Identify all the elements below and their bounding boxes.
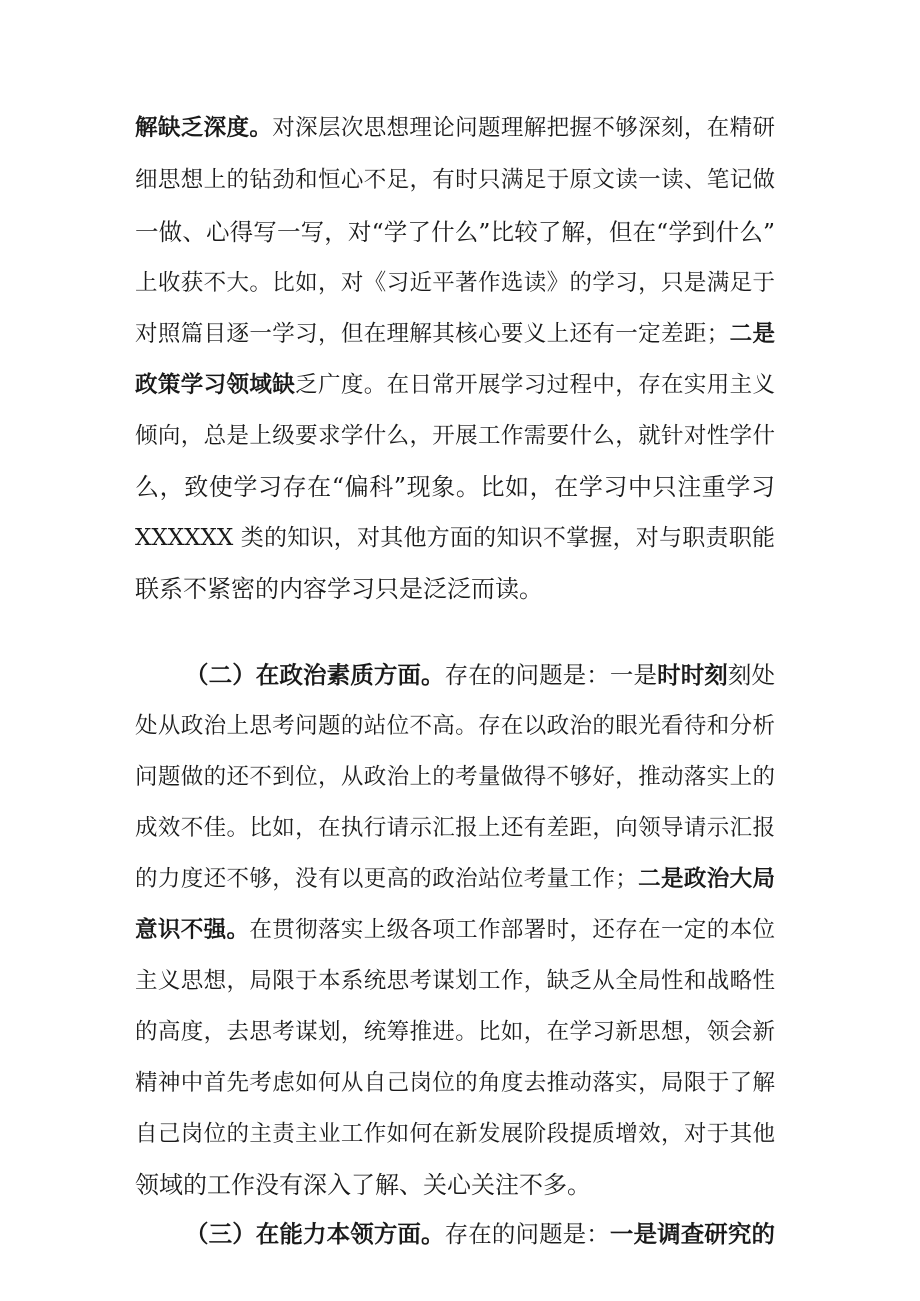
- text-line: [135, 808, 775, 848]
- bold-run: 政策学习领域缺: [135, 372, 296, 398]
- text-run: 乏广度。在日常开展学习过程中，存在实用主义: [295, 372, 775, 398]
- text-run: XXXXXX 类的知识，对其他方面的知识不掌握，对与职责职能: [135, 525, 775, 551]
- section-heading: （二）在政治素质方面。: [185, 661, 445, 689]
- text-run: 的力度还不够，没有以更高的政治站位考量工作；: [135, 866, 638, 892]
- bold-run: 时时刻: [657, 661, 728, 689]
- text-line: [135, 160, 775, 200]
- text-run: 对深层次思想理论问题理解把握不够深刻，在精研: [272, 115, 775, 141]
- bold-run: 二是政治大局: [637, 866, 775, 892]
- text-run: 存在的问题是：一是: [444, 661, 658, 689]
- bold-run: 意识不强。: [135, 917, 250, 943]
- text-line: [135, 212, 775, 252]
- text-run: 领域的工作没有深入了解、关心关注不多。: [135, 1171, 591, 1199]
- text-run: 处从政治上思考问题的站位不高。存在以政治的眼光看待和分析: [135, 713, 775, 739]
- bold-run: 解缺乏深度。: [135, 115, 273, 141]
- bold-run: 二是: [729, 321, 775, 347]
- text-line: [135, 108, 775, 148]
- text-line: [135, 910, 775, 950]
- section-heading-line: [185, 655, 775, 695]
- text-run: 存在的问题是：: [444, 1220, 610, 1248]
- text-line: [135, 961, 775, 1001]
- text-run: 细思想上的钻劲和恒心不足，有时只满足于原文读一读、笔记做: [135, 167, 775, 193]
- text-run: 精神中首先考虑如何从自己岗位的角度去推动落实，局限于了解: [135, 1070, 775, 1096]
- text-line: [135, 263, 775, 303]
- text-line: [135, 569, 775, 609]
- text-line: [135, 314, 775, 354]
- text-line: [135, 1063, 775, 1103]
- text-line: [135, 757, 775, 797]
- text-run: 么，致使学习存在“偏科”现象。比如，在学习中只注重学习: [135, 473, 775, 501]
- text-line: [135, 859, 775, 899]
- text-line: [135, 1114, 775, 1154]
- text-run: 对照篇目逐一学习，但在理解其核心要义上还有一定差距；: [135, 321, 730, 347]
- text-run: 上收获不大。比如，对《习近平著作选读》的学习，只是满足于: [135, 270, 775, 296]
- text-run: 倾向，总是上级要求学什么，开展工作需要什么，就针对性学什: [135, 423, 775, 449]
- text-line: [135, 1012, 775, 1052]
- text-run: 在贯彻落实上级各项工作部署时，还存在一定的本位: [249, 917, 775, 943]
- text-run: 问题做的还不到位，从政治上的考量做得不够好，推动落实上的: [135, 764, 775, 790]
- section-heading-line: [185, 1214, 775, 1254]
- bold-run: 一是调查研究的: [609, 1220, 776, 1248]
- text-run: 主义思想，局限于本系统思考谋划工作，缺乏从全局性和战略性: [135, 968, 775, 994]
- text-line: [135, 1165, 775, 1205]
- text-run: 联系不紧密的内容学习只是泛泛而读。: [135, 575, 543, 603]
- text-run: 自己岗位的主责主业工作如何在新发展阶段提质增效，对于其他: [135, 1121, 775, 1147]
- text-run: 一做、心得写一写，对“学了什么”比较了解，但在“学到什么”: [135, 218, 775, 246]
- text-run: 成效不佳。比如，在执行请示汇报上还有差距，向领导请示汇报: [135, 815, 775, 841]
- text-line: [135, 416, 775, 456]
- text-line: [135, 365, 775, 405]
- section-heading: （三）在能力本领方面。: [185, 1220, 445, 1248]
- text-run: 刻处: [727, 661, 776, 689]
- text-line: [135, 706, 775, 746]
- text-line: [135, 518, 775, 558]
- text-line: [135, 467, 775, 507]
- text-run: 的高度，去思考谋划，统筹推进。比如，在学习新思想，领会新: [135, 1019, 775, 1045]
